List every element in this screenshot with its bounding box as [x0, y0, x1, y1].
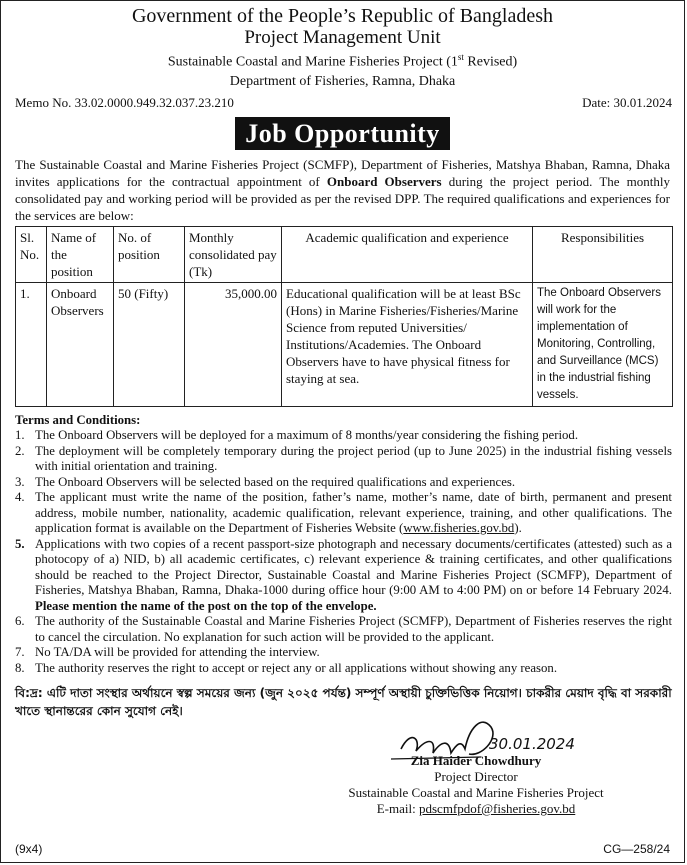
cell-responsibilities: The Onboard Observers will work for the implementation of Monitoring, Controlling, and Surveillance (MCS) in the industrial fishing vessels. — [533, 282, 673, 406]
footer-size: (9x4) — [15, 842, 43, 856]
header-qualification: Academic qualification and experience — [282, 226, 533, 282]
positions-table — [15, 226, 673, 407]
list-item: 3. The Onboard Observers will be selected based on the required qualifications and experiences. — [15, 474, 516, 489]
header-count: No. of position — [114, 226, 185, 282]
header-responsibilities: Responsibilities — [533, 226, 673, 282]
header-government: Government of the People’s Republic of Bangladesh — [131, 5, 553, 27]
cell-count: 50 (Fifty) — [114, 282, 185, 406]
job-title: Job Opportunity — [235, 117, 450, 150]
list-item: 7. No TA/DA will be provided for attending the interview. — [15, 645, 320, 660]
header-project: Sustainable Coastal and Marine Fisheries Project (1st Revised) — [167, 52, 518, 70]
table-row — [16, 282, 673, 406]
memo-line — [1, 91, 684, 111]
job-title-banner — [1, 117, 684, 150]
signatory-project: Sustainable Coastal and Marine Fisheries Project — [348, 785, 604, 800]
footer-code: CG—258/24 — [603, 842, 670, 856]
list-item: 2. The deployment will be completely temporary during the project period (up to June 2025) in the industrial fishing vessels with initial orientation and training. — [15, 443, 672, 474]
signatory-name: Zia Haider Chowdhury — [410, 753, 542, 768]
terms-section — [1, 407, 684, 677]
terms-list — [15, 428, 672, 676]
memo-date: Date: 30.01.2024 — [582, 94, 672, 110]
signatory-designation: Project Director — [434, 769, 518, 784]
list-item: 8. The authority reserves the right to accept or reject any or all applications without showing any reason. — [15, 660, 558, 675]
fisheries-website-link[interactable]: www.fisheries.gov.bd — [403, 521, 515, 536]
cell-sl: 1. — [16, 282, 47, 406]
intro-paragraph: The Sustainable Coastal and Marine Fisheries Project (SCMFP), Department of Fisheries, Matshya Bhaban, Ramna, Dhaka invites applications for the contractual appointment of Onboard Observers during the project period. The monthly consolidated pay and working period will be provided as per the revised DPP. The required qualifications and experiences for the services are below: — [15, 156, 670, 223]
cell-name: Onboard Observers — [47, 282, 114, 406]
list-item: 6. The authority of the Sustainable Coastal and Marine Fisheries Project (SCMFP), Department of Fisheries reserves the right to cancel the circulation. No explanation for such action will be provided to the applicant. — [15, 614, 672, 644]
bangla-note: বি:দ্র: এটি দাতা সংস্থার অর্থায়নে স্বল্প সময়ের জন্য (জুন ২০২৫ পর্যন্ত) সম্পূর্ণ অস্থায়ী চুক্তিভিত্তিক নিয়োগ। চাকরীর মেয়াদ বৃদ্ধি বা সরকারী খাতে স্থানান্তরের কোন সুযোগ নেই। — [15, 686, 672, 719]
list-item: 5. Applications with two copies of a recent passport-size photograph and necessary documents/certificates (attested) such as a photocopy of a) NID, b) all academic certificates, c) relevant experience & training certificates, and other qualifications should be reached to the Project Director, Sustainable Coastal and Marine Fisheries Project (SCMFP), Department of Fisheries, Matshya Bhaban, Ramna, Dhaka-1000 during office hour (9:00 AM to 4:00 PM) on or before 14 February 2024. Please mention the name of the post on the top of the envelope. — [15, 536, 672, 613]
signature-block — [331, 753, 621, 817]
header — [1, 1, 684, 91]
cell-pay: 35,000.00 — [185, 282, 282, 406]
header-pmu: Project Management Unit — [244, 27, 441, 48]
list-item: 1. The Onboard Observers will be deployed for a maximum of 8 months/year considering the fishing period. — [15, 428, 579, 443]
cell-qualification: Educational qualification will be at least BSc (Hons) in Marine Fisheries/Fisheries/Marine Science from reputed Universities/ Institutions/Academies. The Onboard Observers have to have physical fitness for staying at sea. — [282, 282, 533, 406]
memo-number: Memo No. 33.02.0000.949.32.037.23.210 — [15, 94, 234, 110]
header-department: Department of Fisheries, Ramna, Dhaka — [229, 73, 456, 89]
header-pay: Monthly consolidated pay (Tk) — [185, 226, 282, 282]
email-link[interactable]: pdscmfpdof@fisheries.gov.bd — [418, 801, 576, 816]
signature-date: 30.01.2024 — [489, 735, 575, 753]
table-header-row — [16, 226, 673, 282]
signatory-email-line: E-mail: pdscmfpdof@fisheries.gov.bd — [376, 801, 576, 816]
header-sl: Sl. No. — [16, 226, 47, 282]
list-item: 4. The applicant must write the name of the position, father’s name, mother’s name, date of birth, permanent and present address, mobile number, nationality, academic qualification, relevant experience, training, and other qualifications. The application format is available on the Department of Fisheries Website (www.fisheries.gov.bd). — [15, 490, 672, 536]
header-name: Name of the position — [47, 226, 114, 282]
terms-title: Terms and Conditions: — [15, 412, 141, 427]
